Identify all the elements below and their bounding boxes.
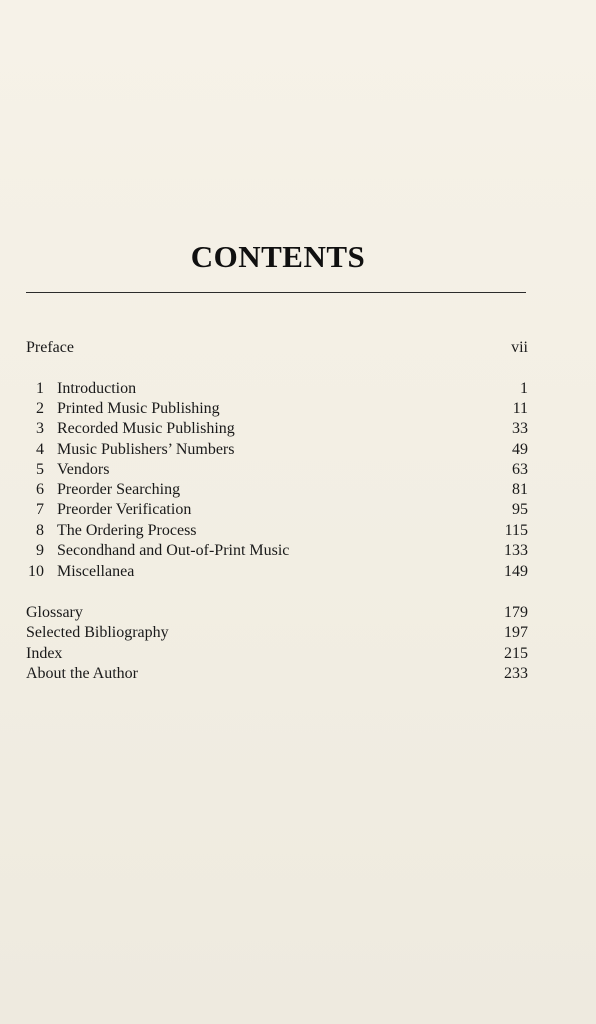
toc-entry-label: Preface xyxy=(26,339,74,356)
chapter-title: Miscellanea xyxy=(57,563,135,580)
chapter-title: Printed Music Publishing xyxy=(57,400,220,417)
title-rule xyxy=(26,292,526,293)
chapter-title: The Ordering Process xyxy=(57,522,197,539)
chapter-number: 6 xyxy=(36,481,44,498)
toc-entry-about-author xyxy=(26,664,528,684)
chapter-title: Introduction xyxy=(57,380,137,397)
toc-chapter-7 xyxy=(26,500,528,520)
toc-entry-label: Glossary xyxy=(26,604,83,621)
chapter-page: 133 xyxy=(504,542,528,559)
chapter-number: 8 xyxy=(36,522,44,539)
toc-chapter-4 xyxy=(26,440,528,460)
chapter-title: Secondhand and Out-of-Print Music xyxy=(57,542,290,559)
chapter-number: 10 xyxy=(28,563,44,580)
chapter-title: Recorded Music Publishing xyxy=(57,420,235,437)
toc-chapter-9 xyxy=(26,541,528,561)
chapter-title: Preorder Searching xyxy=(57,481,181,498)
toc-entry-page: vii xyxy=(511,339,528,356)
toc-entry-label: Index xyxy=(26,645,63,662)
toc-entry-page: 233 xyxy=(504,665,528,682)
toc-chapter-3 xyxy=(26,419,528,439)
chapter-number: 3 xyxy=(36,420,44,437)
chapter-title: Vendors xyxy=(57,461,110,478)
toc-entry-label: About the Author xyxy=(26,665,138,682)
toc-chapter-8 xyxy=(26,521,528,541)
chapter-number: 9 xyxy=(36,542,44,559)
toc-entry-page: 215 xyxy=(504,645,528,662)
toc-chapter-10 xyxy=(26,562,528,582)
chapter-page: 149 xyxy=(504,563,528,580)
chapter-number: 7 xyxy=(36,501,44,518)
chapter-number: 1 xyxy=(36,380,44,397)
chapter-page: 49 xyxy=(512,441,528,458)
page-title: CONTENTS xyxy=(190,239,366,274)
chapter-page: 95 xyxy=(512,501,528,518)
chapter-page: 63 xyxy=(512,461,528,478)
chapter-page: 33 xyxy=(512,420,528,437)
chapter-title: Preorder Verification xyxy=(57,501,192,518)
toc-chapter-1 xyxy=(26,379,528,399)
toc-entry-glossary xyxy=(26,603,528,623)
chapter-number: 5 xyxy=(36,461,44,478)
chapter-page: 115 xyxy=(504,522,528,539)
toc-entry-label: Selected Bibliography xyxy=(26,624,169,641)
toc-entry-page: 197 xyxy=(504,624,528,641)
chapter-number: 4 xyxy=(36,441,44,458)
chapter-page: 1 xyxy=(520,380,528,397)
toc-chapter-5 xyxy=(26,460,528,480)
chapter-page: 81 xyxy=(512,481,528,498)
chapter-page: 11 xyxy=(512,400,528,417)
toc-chapter-6 xyxy=(26,480,528,500)
chapter-number: 2 xyxy=(36,400,44,417)
toc-chapter-2 xyxy=(26,399,528,419)
toc-entry-page: 179 xyxy=(504,604,528,621)
toc-entry-preface xyxy=(26,338,528,358)
toc-entry-index xyxy=(26,644,528,664)
toc-entry-bibliography xyxy=(26,623,528,643)
chapter-title: Music Publishers’ Numbers xyxy=(57,441,235,458)
